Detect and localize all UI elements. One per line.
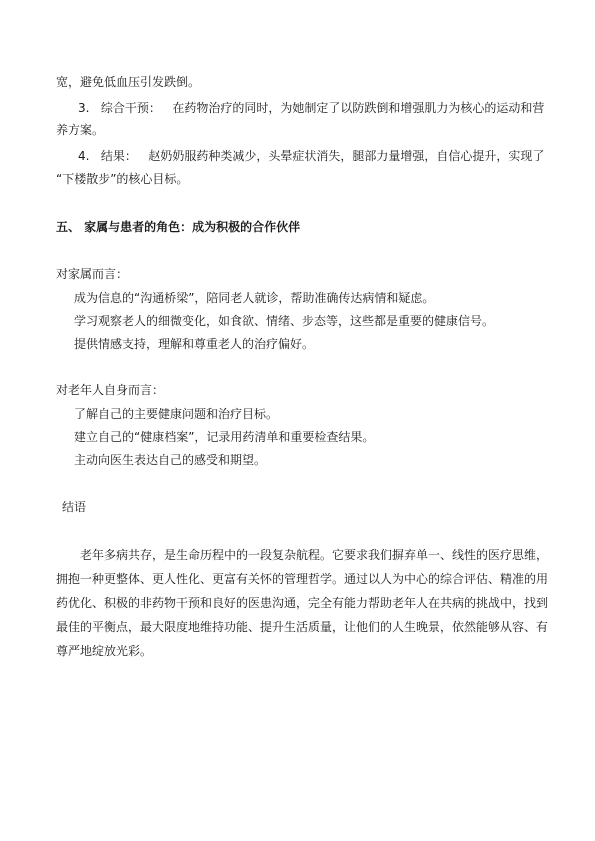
item-label: 结果： bbox=[100, 149, 137, 163]
continuation-text: 宽，避免低血压引发跌倒。 bbox=[56, 75, 201, 89]
family-point: 学习观察老人的细微变化，如食欲、情绪、步态等，这些都是重要的健康信号。 bbox=[74, 314, 495, 328]
item-text: 在药物治疗的同时，为她制定了以防跌倒和增强肌力为核心的运动和营 bbox=[172, 101, 545, 115]
conclusion-line: 药优化、积极的非药物干预和良好的医患沟通，完全有能力帮助老年人在共病的挑战中，找到 bbox=[56, 596, 549, 610]
family-title: 对家属而言： bbox=[56, 267, 129, 281]
list-item bbox=[78, 100, 544, 116]
elderly-point: 了解自己的主要健康问题和治疗目标。 bbox=[74, 407, 279, 421]
conclusion-line: 拥抱一种更整体、更人性化、更富有关怀的管理哲学。通过以人为中心的综合评估、精准的用 bbox=[56, 572, 549, 586]
list-item bbox=[78, 148, 544, 164]
item-number: 4. bbox=[78, 149, 90, 163]
conclusion-line: 尊严地绽放光彩。 bbox=[56, 644, 153, 658]
elderly-point: 建立自己的“健康档案”，记录用药清单和重要检查结果。 bbox=[74, 430, 375, 444]
section-heading: 五、 家属与患者的角色：成为积极的合作伙伴 bbox=[56, 220, 301, 234]
item-text: 赵奶奶服药种类减少，头晕症状消失，腿部力量增强，自信心提升，实现了 bbox=[148, 149, 545, 163]
conclusion-line: 最佳的平衡点，最大限度地维持功能、提升生活质量，让他们的人生晚景，依然能够从容、有 bbox=[56, 620, 549, 634]
item-number: 3. bbox=[78, 101, 90, 115]
conclusion-heading: 结语 bbox=[62, 500, 87, 514]
elderly-title: 对老年人自身而言： bbox=[56, 383, 165, 397]
item-label: 综合干预： bbox=[100, 101, 161, 115]
elderly-point: 主动向医生表达自己的感受和期望。 bbox=[74, 453, 267, 467]
family-point: 提供情感支持，理解和尊重老人的治疗偏好。 bbox=[74, 337, 315, 351]
item-text-continued: “下楼散步”的核心目标。 bbox=[56, 172, 189, 186]
item-text-continued: 养方案。 bbox=[56, 123, 105, 137]
family-point: 成为信息的“沟通桥梁”，陪同老人就诊，帮助准确传达病情和疑虑。 bbox=[74, 291, 435, 305]
conclusion-line: 老年多病共存，是生命历程中的一段复杂航程。它要求我们摒弃单一、线性的医疗思维， bbox=[80, 548, 549, 562]
